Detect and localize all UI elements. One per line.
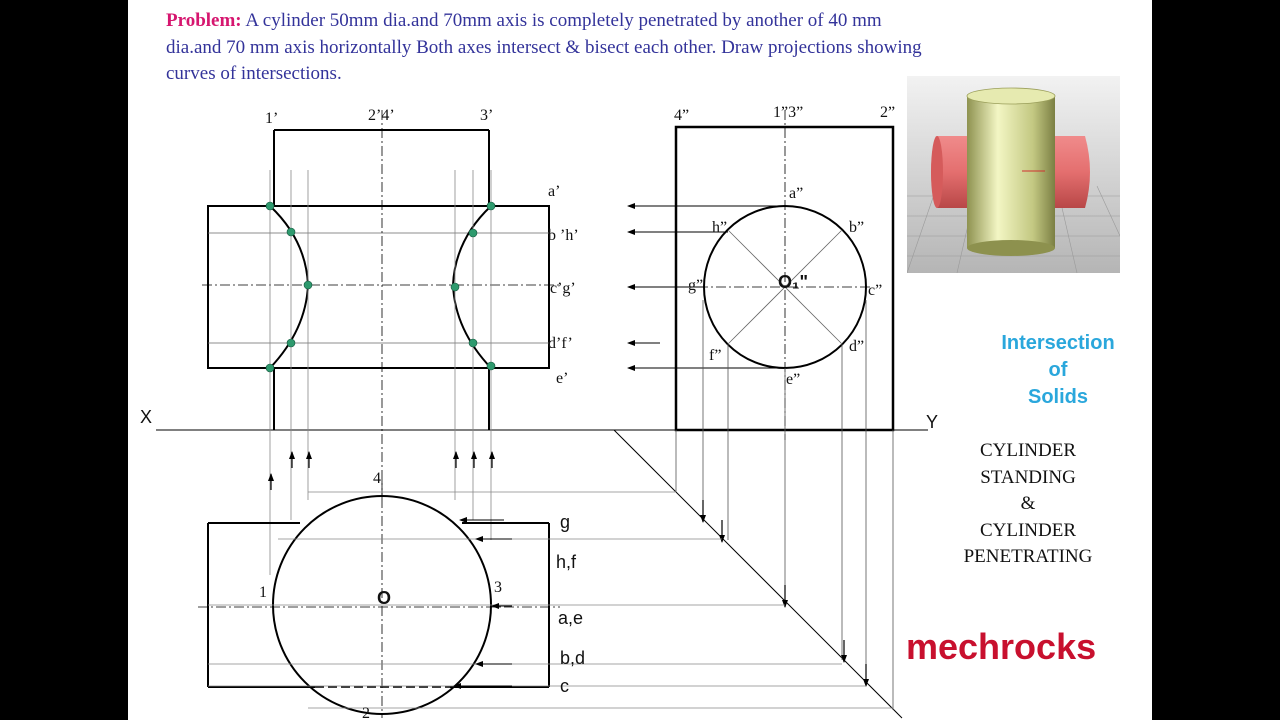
problem-line-2: dia.and 70 mm axis horizontally Both axes intersect & bisect each other. Draw projections showing [166, 36, 922, 58]
x-label: X [140, 407, 153, 427]
sv-label-2: 2” [880, 104, 896, 121]
sv-label-h: h” [712, 219, 728, 236]
topic-line-3: Solids [1027, 386, 1088, 408]
side-note-line-4: CYLINDER [979, 519, 1077, 541]
sv-label-a: a” [789, 185, 804, 202]
fv-label-df: d’f’ [548, 335, 573, 352]
topic-title [978, 330, 1138, 411]
sv-label-e: e” [786, 371, 801, 388]
side-view [628, 104, 895, 710]
side-note [938, 438, 1118, 571]
topic-line-2: of [1048, 359, 1068, 381]
front-view [202, 107, 579, 575]
tv-label-bd: b,d [560, 648, 586, 668]
side-note-line-1: CYLINDER [979, 440, 1077, 461]
sv-label-d: d” [849, 338, 865, 355]
y-label: Y [926, 412, 939, 432]
brand-logo: mechrocks [906, 626, 1097, 667]
tv-label-c: c [560, 676, 569, 696]
slide [128, 0, 1152, 720]
fv-label-3: 3’ [480, 107, 494, 124]
sv-label-13: 1”3” [773, 104, 804, 121]
top-view [198, 470, 893, 720]
miter-line [614, 430, 902, 718]
tv-label-3: 3 [494, 579, 502, 596]
sv-label-c: c” [868, 282, 883, 299]
fv-label-e: e’ [556, 370, 569, 387]
fv-horizontal-cylinder [208, 206, 549, 368]
side-note-line-2: STANDING [980, 466, 1076, 488]
tv-label-4: 4 [373, 470, 381, 487]
topic-line-1: Intersection [1001, 332, 1115, 354]
fv-label-cg: c’g’ [550, 280, 576, 297]
tv-label-1: 1 [259, 584, 267, 601]
side-note-line-3: & [1020, 493, 1036, 514]
sv-label-g: g” [688, 277, 704, 294]
fv-label-1: 1’ [265, 110, 279, 127]
sv-label-4: 4” [674, 107, 690, 124]
sv-label-b: b” [849, 219, 865, 236]
fv-label-bh: b ’h’ [548, 227, 579, 244]
tv-label-2: 2 [362, 705, 370, 720]
side-note-line-5: PENETRATING [963, 546, 1093, 567]
problem-line-3: curves of intersections. [166, 63, 342, 84]
fv-label-24: 2’4’ [368, 107, 395, 124]
tv-label-hf: h,f [556, 552, 577, 572]
tv-label-ae: a,e [558, 608, 584, 628]
sv-label-center: O₁" [778, 272, 808, 292]
problem-label: Problem: [166, 10, 242, 31]
tv-label-g: g [560, 512, 571, 532]
fv-label-a: a’ [548, 183, 561, 200]
tv-label-center: O [377, 588, 392, 608]
cylinder-3d-render [907, 76, 1120, 273]
problem-line-1: A cylinder 50mm dia.and 70mm axis is completely penetrated by another of 40 mm [245, 10, 882, 31]
sv-label-f: f” [709, 347, 722, 364]
